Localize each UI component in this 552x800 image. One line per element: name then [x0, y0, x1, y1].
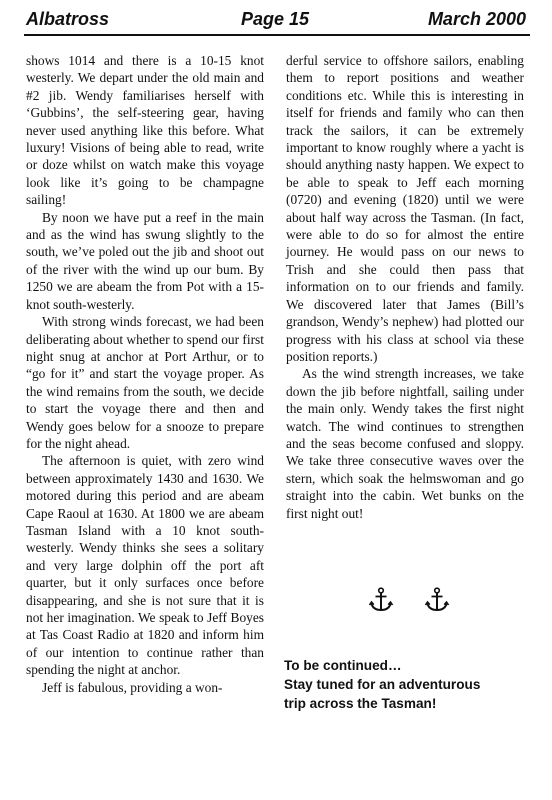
anchor-icon [367, 586, 395, 614]
closing-line: trip across the Tasman! [284, 696, 437, 711]
closing-line: To be continued… [284, 658, 402, 673]
article-paragraph: The afternoon is quiet, with zero wind between approximately 1430 and 1630. We motored during this period and are abeam Cape Raoul at 1630. At 1800 we are abeam Tasman Island with a 10 knot south-westerly. Wendy thinks she sees a solitary and very large dolphin off the port aft quarter, but it only surfaces once before disappearing, and she is not sure that it is not her imagination. We speak to Jeff Boyes at Tas Coast Radio at 1820 and inform him of our intention to continue rather than spending the night at anchor. [26, 453, 264, 678]
article-paragraph: shows 1014 and there is a 10-15 knot westerly. We depart under the old main and #2 jib. Wendy familiarises herself with ‘Gubbins’, the self-steering gear, having never used anything like this before. What luxury! Visions of being able to read, write or doze whilst on watch make this voyage look like it’s going to be champagne sailing! [26, 53, 264, 208]
anchor-divider [367, 586, 451, 614]
page-number: Page 15 [241, 9, 310, 29]
article-column-right [286, 52, 524, 522]
anchor-icon [423, 586, 451, 614]
article-column-left [26, 52, 264, 696]
article-paragraph: derful service to offshore sailors, enabling them to report positions and weather conditions etc. While this is interesting in itself for friends and family who can then track the sailors, it can be extremely important to know roughly where a yacht is should anything nasty happen. We expect to be able to speak to Jeff each morning (0720) and evening (1820) until we were about half way across the Tasman. (In fact, were able to do so for almost the entire journey. He would pass on our news to Trish and she could then pass that information on to our friends and family. We discovered later that James (Bill’s grandson, Wendy’s nephew) had plotted our progress with his class at school via these position reports.) [286, 53, 524, 364]
article-paragraph: By noon we have put a reef in the main and as the wind has swung slightly to the south, we’ve poled out the jib and shoot out of the river with the wind up our bum. By 1250 we are abeam the from Pot with a 15-knot south-westerly. [26, 209, 264, 312]
article-paragraph: As the wind strength increases, we take down the jib before nightfall, sailing under the main only. Wendy takes the first night watch. The wind continues to strengthen and the seas become confused and sloppy. We take three consecutive waves over the stern, which soak the helmswoman and go straight into the cabin. Wet bunks on the first night out! [286, 366, 524, 521]
article-paragraph: Jeff is fabulous, providing a won- [42, 679, 223, 695]
issue-date: March 2000 [427, 9, 526, 29]
page-header [26, 6, 526, 32]
publication-title: Albatross [26, 9, 110, 29]
article-paragraph: With strong winds forecast, we had been deliberating about whether to spend our first night snug at anchor at Port Arthur, or to “go for it” and start the voyage proper. As the wind remains from the south, we decide to start the voyage there and then and Wendy goes below for a snooze to prepare for the night ahead. [26, 314, 264, 451]
closing-note [284, 656, 534, 713]
closing-line: Stay tuned for an adventurous [284, 677, 481, 692]
header-rule [24, 34, 530, 36]
